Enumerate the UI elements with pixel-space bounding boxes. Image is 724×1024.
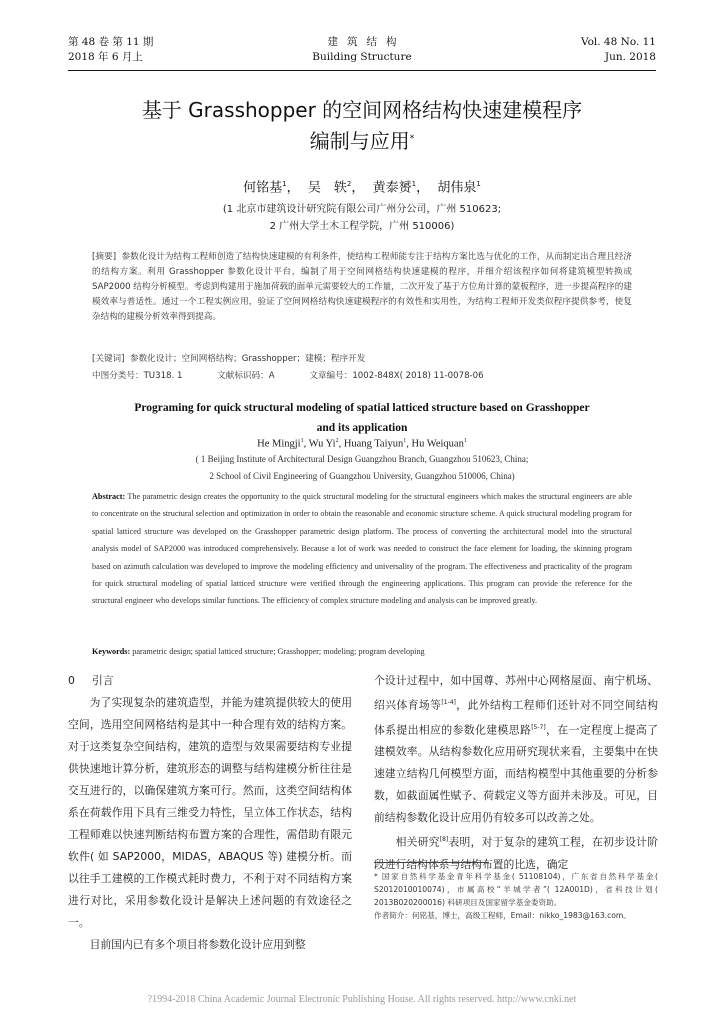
abstract-en xyxy=(92,488,632,610)
clc-number: 中图分类号：TU318. 1 xyxy=(92,371,183,381)
date-cn: 2018 年 6 月上 xyxy=(68,51,143,63)
abstract-en-label: Abstract: xyxy=(92,492,126,501)
author-2-cn: 吴 轶 xyxy=(307,180,347,196)
author-1-sup: 1 xyxy=(282,180,287,188)
abstract-cn xyxy=(92,250,632,325)
citation-ref: [5-7] xyxy=(531,723,546,731)
author-3-en-sup: 1 xyxy=(403,438,407,444)
copyright-notice: ?1994-2018 China Academic Journal Electronic Publishing House. All rights reserved. http://www.cnki.net xyxy=(147,994,577,1005)
para3-part-b: ，此外结构工程师们还针对不同空间结构体系提出相应的参数化建模思路 xyxy=(374,698,659,737)
body-paragraph-1: 为了实现复杂的建筑造型，并能为建筑提供较大的使用空间，选用空间网格结构是其中一种合理有效的结构方案。对于这类复杂空间结构，建筑的造型与效果需要结构专业提供快速地计算分析，建筑形态的调整与结构建模分析往往是交互进行的，以确保建筑方案可行。然而，这类空间结构体系在荷载作用下具有三维受力特性，呈立体工作状态，结构工程师难以快速判断结构布置方案的合理性，需借助有限元软件( 如 SAP2000，MIDAS，ABAQUS 等) 建模分析。而以往手工建模的工作模式耗时费力，不利于对不同结构方案进行对比，采用参数化设计是解决上述问题的有效途径之一。 xyxy=(68,696,352,929)
running-header-center xyxy=(262,35,462,65)
article-number: 文章编号：1002-848X( 2018) 11-0078-06 xyxy=(309,371,484,381)
section-heading xyxy=(68,670,352,692)
affiliations-cn xyxy=(68,201,656,235)
keywords-en xyxy=(92,644,632,659)
body-left-column xyxy=(68,670,352,956)
keywords-cn xyxy=(92,352,632,367)
journal-name-cn: 建筑结构 xyxy=(327,36,406,48)
footnote-rule xyxy=(374,862,489,863)
classification-cn xyxy=(92,369,632,384)
title-en-line2: and its application xyxy=(316,422,408,434)
affiliation-en-2: 2 School of Civil Engineering of Guangzhou University, Guangzhou 510006, China) xyxy=(209,471,515,481)
title-en-line1: Programing for quick structural modeling of spatial latticed structure based on Grasshopper xyxy=(134,402,590,414)
abstract-cn-label: [摘要] xyxy=(92,252,117,262)
affiliation-cn-1: (1 北京市建筑设计研究院有限公司广州分公司，广州 510623; xyxy=(222,204,502,215)
funding-mark: * xyxy=(409,134,415,144)
journal-name-en: Building Structure xyxy=(312,51,412,63)
running-header-left xyxy=(68,35,268,65)
affiliations-en xyxy=(92,451,632,485)
abstract-cn-text: 参数化设计为结构工程师创造了结构快速建模的有利条件，使结构工程师能专注于结构方案比选与优化的工作，从而制定出合理且经济的结构方案。利用 Grasshopper 参数化设计平台，编制了用于空间网格结构快速建模的程序，并细介绍该程序如何将建筑模型转换成 SAP2000 结构分析模型。考虑到构建用于施加荷载的面单元需要较大的工作量，二次开发了基于方位角计算的蒙板程序，进一步提高程序的建模效率与普适性。通过一个工程实例应用，验证了空间网格结构快速建模程序的有效性和实用性，为结构工程师开发类似程序提供参考，使复杂结构的建模分析效率得到提高。 xyxy=(92,252,632,323)
volume-issue-cn: 第 48 卷 第 11 期 xyxy=(68,36,154,48)
author-4-en-sup: 1 xyxy=(463,438,467,444)
body-paragraph-3 xyxy=(374,670,658,829)
title-cn-line1: 基于 Grasshopper 的空间网格结构快速建模程序 xyxy=(141,98,583,122)
author-1-en: He Mingji xyxy=(257,438,301,450)
authors-en: He Mingji$^1$, Wu Yi$^2$, Huang Taiyun$^1$, Hu Weiquan$^1$ xyxy=(257,438,467,450)
body-paragraph-2: 目前国内已有多个项目将参数化设计应用到整 xyxy=(89,938,306,951)
body-paragraph-4 xyxy=(374,829,658,876)
author-2-sup: 2 xyxy=(346,180,352,188)
author-4-en: Hu Weiquan xyxy=(411,438,464,450)
author-3-sup: 1 xyxy=(411,180,417,188)
document-code: 文献标识码：A xyxy=(217,371,275,381)
affiliation-en-1: ( 1 Beijing Institute of Architectural Design Guangzhou Branch, Guangzhou 510623, China; xyxy=(195,454,529,464)
abstract-en-text: The parametric design creates the opportunity to the quick structural modeling for the structural engineers which makes the structural engineers are able to concentrate on the structural selection and optimization in order to obtain the reasonable and economic structure scheme. A quick structural modeling program for spatial latticed structure was developed on the Grasshopper parametric design platform. The process of converting the architectural model into the structural analysis model of SAP2000 was introduced comprehensively. Because a lot of work was needed to construct the face element for loading, the skinning program based on azimuth calculation was developed to improve the modeling efficiency and universality of the program. The effectiveness and practicality of the program for quick structural modeling of spatial latticed structure were verified through the engineering applications. This program can provide the reference for the structural engineer who develops similar functions. The efficiency of complex structure modeling and analysis can be improved greatly. xyxy=(92,492,632,606)
author-1-en-sup: 1 xyxy=(300,438,304,444)
keywords-en-text: parametric design; spatial latticed structure; Grasshopper; modeling; program developing xyxy=(132,647,425,656)
volume-issue-en: Vol. 48 No. 11 xyxy=(580,36,656,48)
para4-part-a: 相关研究 xyxy=(395,835,440,849)
author-4-sup: 1 xyxy=(476,180,481,188)
citation-ref: [1-4] xyxy=(441,699,456,706)
keywords-cn-text: 参数化设计；空间网格结构；Grasshopper；建模；程序开发 xyxy=(129,354,366,364)
author-3-cn: 黄泰赟 xyxy=(372,180,412,196)
author-1-cn: 何铭基 xyxy=(243,180,283,196)
author-3-en: Huang Taiyun xyxy=(343,438,404,450)
paper-title-en xyxy=(92,398,632,438)
author-4-cn: 胡伟泉 xyxy=(437,180,477,196)
header-rule xyxy=(68,70,656,71)
section-number: 0 xyxy=(68,674,75,687)
title-cn-line2: 编制与应用 xyxy=(309,129,410,153)
running-header-right xyxy=(456,35,656,65)
author-2-en-sup: 2 xyxy=(335,438,339,444)
citation-ref: [8] xyxy=(439,836,449,844)
authors-cn: 何铭基$^1$， 吴 轶$^2$， 黄泰赟$^1$， 胡伟泉$^1$ xyxy=(243,180,481,196)
para3-part-a: 个设计过程中，如中国尊、苏州中心网格屋面、南宁机场、绍兴体育场等 xyxy=(374,674,658,712)
keywords-cn-label: [关键词] xyxy=(92,354,125,364)
para4-part-b: 表明，对于复杂的建筑工程，在初步设计阶段进行结构体系与结构布置的比选，确定 xyxy=(374,835,659,871)
affiliation-cn-2: 2 广州大学土木工程学院，广州 510006) xyxy=(269,221,455,232)
date-en: Jun. 2018 xyxy=(604,51,656,63)
para3-part-c: ，在一定程度上提高了建模效率。从结构参数化应用研究现状来看，主要集中在快速建立结构几何模型方面，而结构模型中其他重要的分析参数，如截面属性赋予、荷载定义等方面并未涉及。可见，目前结构参数化设计应用仍有较多可以改善之处。 xyxy=(374,723,659,825)
author-bio-note: 作者简介：何铭基，博士，高级工程师，Email：nikko_1983@163.com。 xyxy=(374,911,631,920)
section-title: 引言 xyxy=(92,674,114,687)
footnote xyxy=(374,870,658,922)
keywords-en-label: Keywords: xyxy=(92,647,131,656)
body-right-column xyxy=(374,670,658,876)
paper-title-cn xyxy=(68,95,656,157)
funding-note: * 国家自然科学基金青年科学基金( 51108104)，广东省自然科学基金( S2012010010074)，市属高校“羊城学者”( 12A001D)，省科技计划( 2013B020200016) 科研项目及国家留学基金委资助。 xyxy=(374,872,658,907)
author-2-en: Wu Yi xyxy=(308,438,336,450)
